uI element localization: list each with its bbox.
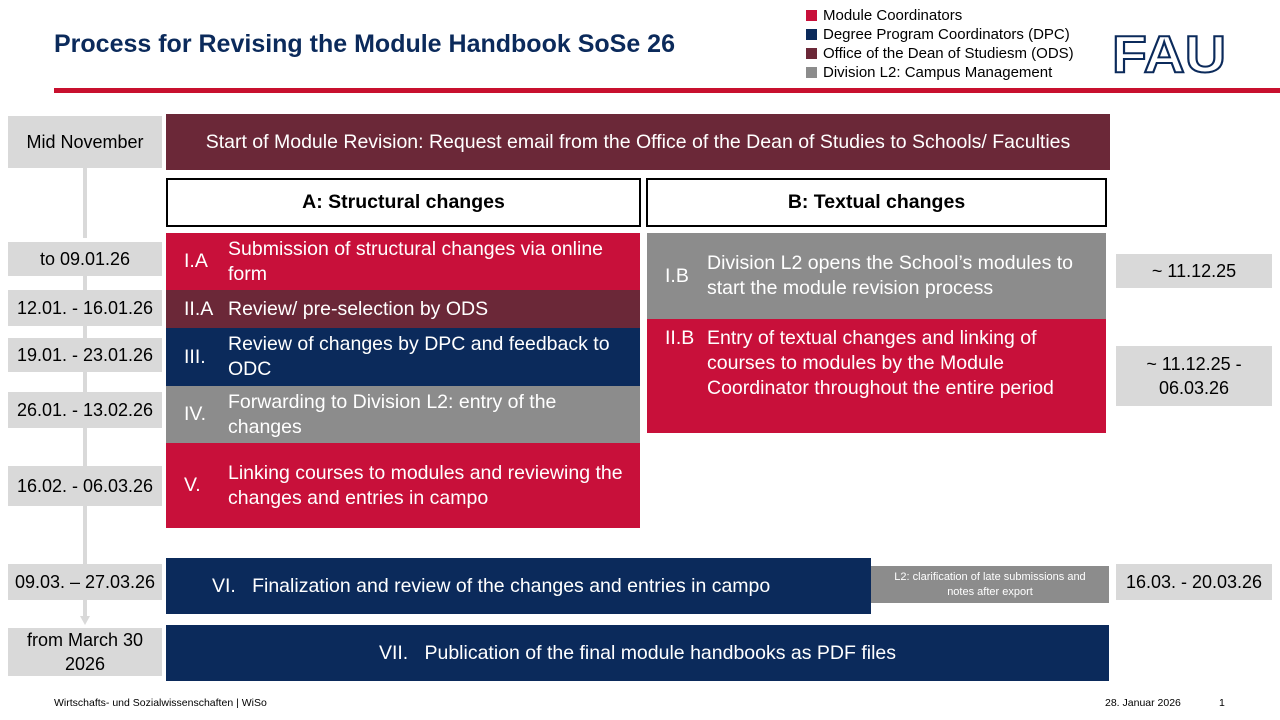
- step-number: III.: [184, 345, 206, 368]
- legend-label: Module Coordinators: [823, 7, 963, 24]
- step-iv: [166, 386, 640, 443]
- timeline-line: [83, 326, 87, 338]
- fau-logo: [1112, 28, 1228, 78]
- date-label: 16.02. - 06.03.26: [8, 466, 162, 506]
- legend-item-division-l2: [806, 63, 1074, 82]
- legend-item-ods: [806, 44, 1074, 63]
- legend-swatch: [806, 29, 817, 40]
- timeline-line: [83, 168, 87, 238]
- footer-page-number: 1: [1219, 697, 1225, 709]
- step-vii: VII. Publication of the final module handbooks as PDF files: [166, 625, 1109, 681]
- legend-swatch: [806, 67, 817, 78]
- footer-date: 28. Januar 2026: [1105, 697, 1181, 709]
- step-number: II.A: [184, 297, 214, 320]
- step-number: II.B: [665, 327, 695, 349]
- timeline-line: [83, 372, 87, 392]
- date-label: to 09.01.26: [8, 242, 162, 276]
- timeline-line: [83, 276, 87, 290]
- legend-swatch: [806, 48, 817, 59]
- step-text: Submission of structural changes via online form: [228, 237, 604, 285]
- step-text: Review of changes by DPC and feedback to ODC: [228, 333, 610, 380]
- step-text: Review/ pre-selection by ODS: [228, 297, 489, 320]
- step-number: I.A: [184, 250, 208, 272]
- legend-label: Office of the Dean of Studiesm (ODS): [823, 45, 1074, 62]
- step-text: Forwarding to Division L2: entry of the changes: [228, 390, 557, 438]
- step-ia: [166, 233, 640, 290]
- page-title: Process for Revising the Module Handbook SoSe 26: [54, 30, 675, 58]
- legend: [806, 6, 1074, 82]
- step-iib: [647, 319, 1106, 433]
- step-iii: [166, 328, 640, 386]
- legend-label: Division L2: Campus Management: [823, 64, 1053, 81]
- step-v: [166, 443, 640, 528]
- timeline-line: [83, 506, 87, 564]
- timeline-line: [83, 428, 87, 466]
- step-iia: [166, 290, 640, 328]
- header-divider: [54, 88, 1280, 93]
- step-ib: [647, 233, 1106, 319]
- step-text: Entry of textual changes and linking of courses to modules by the Module Coordinator throughout the entire period: [707, 327, 1054, 399]
- logo-text: FAU: [1112, 28, 1226, 78]
- footer-left: Wirtschafts- und Sozialwissenschaften | WiSo: [54, 697, 267, 709]
- legend-item-module-coordinators: [806, 6, 1074, 25]
- date-label: 19.01. - 23.01.26: [8, 338, 162, 372]
- step-vi-text: VI. Finalization and review of the changes and entries in campo: [212, 574, 771, 597]
- step-vi: [166, 558, 871, 614]
- date-label-right: ~ 11.12.25: [1116, 254, 1272, 288]
- date-mid-november: Mid November: [8, 116, 162, 168]
- header-textual-changes: B: Textual changes: [646, 178, 1107, 227]
- step-number: IV.: [184, 403, 207, 425]
- date-label-right: 16.03. - 20.03.26: [1116, 564, 1272, 600]
- l2-note: L2: clarification of late submissions and notes after export: [871, 566, 1109, 603]
- step-text: Division L2 opens the School’s modules to start the module revision process: [707, 252, 1074, 299]
- header-structural-changes: A: Structural changes: [166, 178, 641, 227]
- legend-label: Degree Program Coordinators (DPC): [823, 26, 1070, 43]
- step-number: V.: [184, 474, 201, 496]
- date-label: 12.01. - 16.01.26: [8, 290, 162, 326]
- timeline-arrow-icon: [80, 616, 90, 626]
- start-of-module-revision-box: Start of Module Revision: Request email from the Office of the Dean of Studies to Schools/ Faculties: [166, 114, 1110, 170]
- date-label-right: ~ 11.12.25 - 06.03.26: [1116, 346, 1272, 406]
- step-text: Linking courses to modules and reviewing the changes and entries in campo: [228, 461, 623, 509]
- date-label: from March 30 2026: [8, 628, 162, 676]
- step-number: I.B: [665, 264, 689, 287]
- legend-item-dpc: [806, 25, 1074, 44]
- date-label: 09.03. – 27.03.26: [8, 564, 162, 600]
- date-label: 26.01. - 13.02.26: [8, 392, 162, 428]
- legend-swatch: [806, 10, 817, 21]
